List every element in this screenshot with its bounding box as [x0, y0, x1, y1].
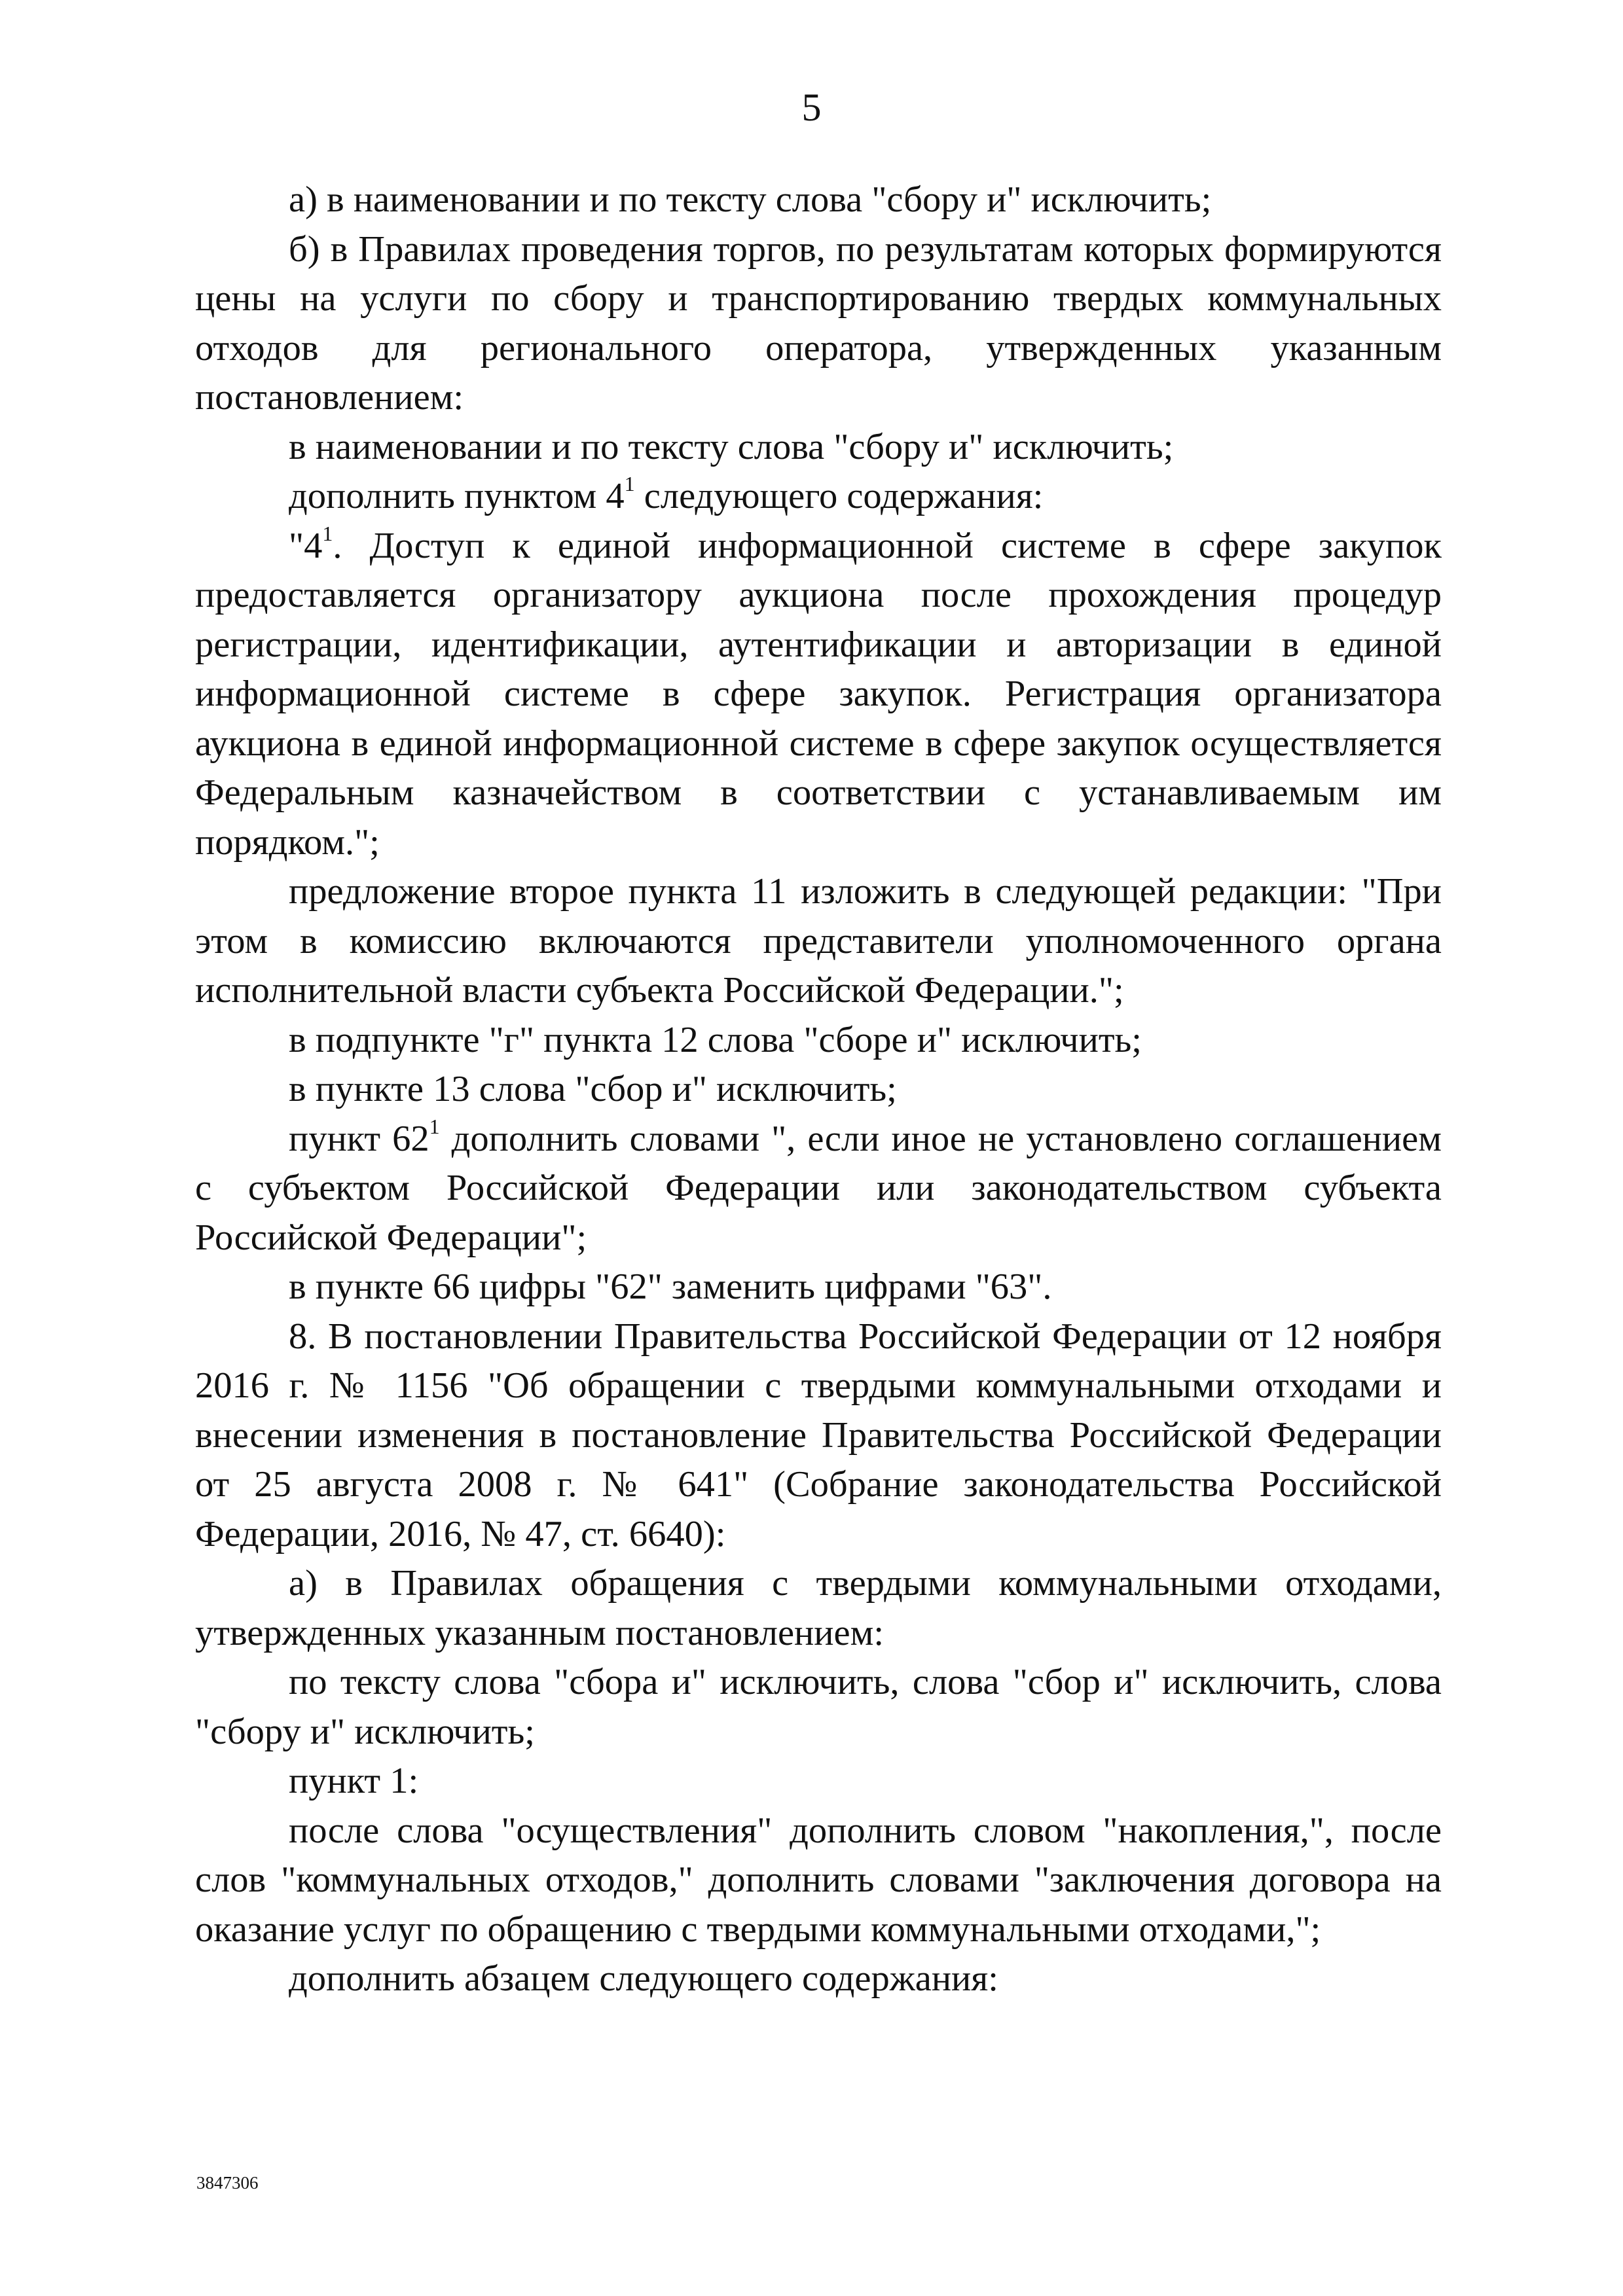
paragraph-a-rules-waste: а) в Правилах обращения с твердыми коммунальными отходами, утвержденных указанным постановлением: [195, 1563, 1442, 1653]
paragraph-point-66: в пункте 66 цифры "62" заменить цифрами "63". [289, 1266, 1052, 1307]
paragraph-point-4-1-content [195, 522, 1442, 868]
superscript: 1 [429, 1114, 440, 1138]
paragraph-after-word: после слова "осуществления" дополнить словом "накопления,", после слов "коммунальных отходов," дополнить словами "заключения договора на оказание услуг по обращению с твердыми коммунальными отходами,"; [195, 1810, 1442, 1950]
document-code: 3847306 [196, 2173, 259, 2193]
document-body [195, 175, 1442, 2004]
text-fragment: дополнить словами ", если иное не установлено соглашением с субъектом Российской Федерации или законодательством субъекта Российской Федерации"; [195, 1118, 1442, 1258]
text-fragment: следующего содержания: [634, 476, 1044, 516]
superscript: 1 [624, 472, 635, 495]
text-fragment: "4 [289, 525, 323, 566]
paragraph-naming-text: в наименовании и по тексту слова "сбору и" исключить; [289, 426, 1174, 467]
paragraph-a-naming: а) в наименовании и по тексту слова "сбору и" исключить; [289, 179, 1212, 220]
text-fragment: дополнить пунктом 4 [289, 476, 625, 516]
paragraph-section-8: 8. В постановлении Правительства Российской Федерации от 12 ноября 2016 г. № 1156 "Об обращении с твердыми коммунальными отходами и внесении изменения в постановление Правительства Российской Федерации от 25 августа 2008 г. № 641" (Собрание законодательства Российской Федерации, 2016, № 47, ст. 6640): [195, 1316, 1442, 1554]
paragraph-point-62-1 [195, 1115, 1442, 1263]
page-number: 5 [801, 86, 822, 129]
text-fragment: . Доступ к единой информационной системе в сфере закупок предоставляется организатору аукциона после прохождения процедур регистрации, идентификации, аутентификации и авторизации в единой информационной системе в сфере закупок. Регистрация организатора аукциона в единой информационной системе в сфере закупок осуществляется Федеральным казначейством в соответствии с устанавливаемым им порядком."; [195, 525, 1442, 863]
paragraph-add-point-4-1 [195, 472, 1442, 522]
paragraph-point-13: в пункте 13 слова "сбор и" исключить; [289, 1069, 897, 1109]
paragraph-point-1: пункт 1: [289, 1761, 419, 1801]
text-fragment: пункт 62 [289, 1118, 429, 1159]
paragraph-point-12: в подпункте "г" пункта 12 слова "сборе и" исключить; [289, 1019, 1142, 1060]
superscript: 1 [322, 521, 333, 545]
paragraph-point-11: предложение второе пункта 11 изложить в следующей редакции: "При этом в комиссию включаются представители уполномоченного органа исполнительной власти субъекта Российской Федерации."; [195, 871, 1442, 1011]
paragraph-text-words: по тексту слова "сбора и" исключить, слова "сбор и" исключить, слова "сбору и" исключить; [195, 1662, 1442, 1752]
paragraph-add-paragraph: дополнить абзацем следующего содержания: [289, 1958, 998, 1999]
paragraph-b-rules-trading: б) в Правилах проведения торгов, по результатам которых формируются цены на услуги по сбору и транспортированию твердых коммунальных отходов для регионального оператора, утвержденных указанным постановлением: [195, 228, 1442, 418]
